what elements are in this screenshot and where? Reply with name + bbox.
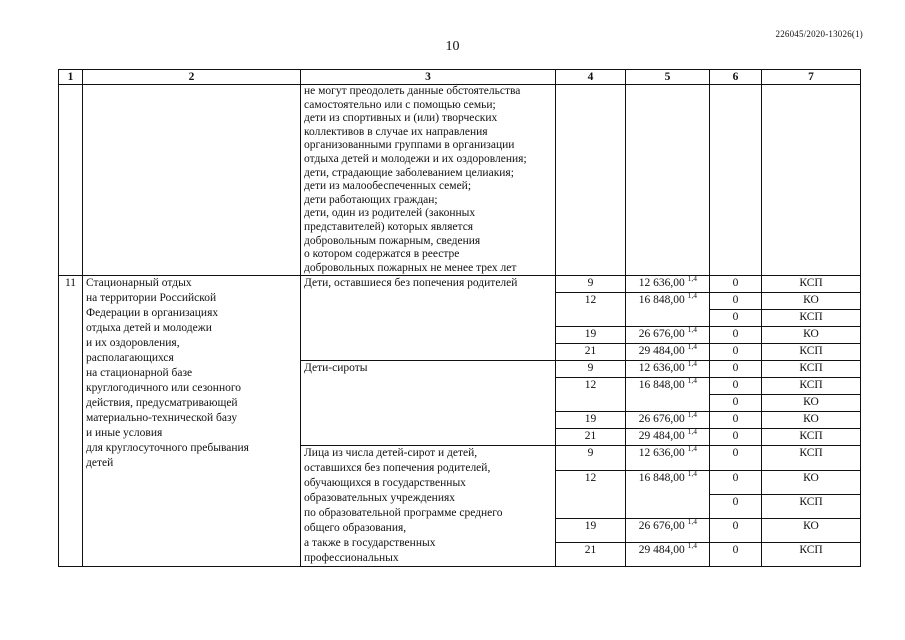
price-value: 26 676,00 xyxy=(638,328,685,341)
price-cell xyxy=(626,446,710,470)
text-line: Федерации в организациях xyxy=(86,307,219,320)
text-line: коллективов в случае их направления xyxy=(304,125,488,138)
c6-cell: 0 xyxy=(710,543,762,567)
text-line: детей xyxy=(86,457,114,470)
cont-name-cell xyxy=(83,85,301,276)
price-footnote: 1,4 xyxy=(687,291,697,301)
text-line: материально-технической базу xyxy=(86,412,238,425)
continuation-row xyxy=(59,85,861,276)
c7-cell: КО xyxy=(762,518,861,542)
price-footnote: 1,4 xyxy=(687,325,697,335)
price-footnote: 1,4 xyxy=(687,541,697,551)
price-cell xyxy=(626,344,710,361)
price-cell xyxy=(626,310,710,327)
text-line: а также в государственных xyxy=(304,537,436,550)
c7-cell: КСП xyxy=(762,361,861,378)
price-footnote: 1,4 xyxy=(687,274,697,284)
text-line: оставшихся без попечения родителей, xyxy=(304,462,491,475)
price-cell xyxy=(626,518,710,542)
price-value: 29 484,00 xyxy=(638,345,685,358)
row-number-cell: 11 xyxy=(59,276,83,567)
text-line: для круглосуточного пребывания xyxy=(86,442,249,455)
text-line: дети, страдающие заболеванием целиакия; xyxy=(304,166,514,179)
text-line: профессиональных xyxy=(304,552,399,565)
table-body xyxy=(59,85,861,567)
text-line: дети из малообеспеченных семей; xyxy=(304,180,472,193)
days-cell: 21 xyxy=(556,543,626,567)
c6-cell: 0 xyxy=(710,276,762,293)
c6-cell: 0 xyxy=(710,327,762,344)
price-cell xyxy=(626,395,710,412)
text-line: общего образования, xyxy=(304,522,407,535)
cont-num-cell xyxy=(59,85,83,276)
c6-cell: 0 xyxy=(710,412,762,429)
c6-cell: 0 xyxy=(710,361,762,378)
c7-cell: КО xyxy=(762,412,861,429)
days-cell: 12 xyxy=(556,378,626,395)
c7-cell: КО xyxy=(762,327,861,344)
text-line: и иные условия xyxy=(86,427,163,440)
c7-cell: КСП xyxy=(762,429,861,446)
price-footnote: 1,4 xyxy=(687,427,697,437)
price-footnote: 1,4 xyxy=(687,359,697,369)
text-line: располагающихся xyxy=(86,352,174,365)
c6-cell: 0 xyxy=(710,310,762,327)
text-line: дети из спортивных и (или) творческих xyxy=(304,112,498,125)
days-cell: 9 xyxy=(556,446,626,470)
category-cell xyxy=(301,446,556,567)
table-row xyxy=(59,276,861,293)
text-line: Лица из числа детей-сирот и детей, xyxy=(304,447,478,460)
c7-cell: КСП xyxy=(762,310,861,327)
col-header-2: 2 xyxy=(83,70,301,85)
text-line: на территории Российской xyxy=(86,292,217,305)
price-value: 12 636,00 xyxy=(638,277,685,290)
price-cell xyxy=(626,412,710,429)
price-footnote: 1,4 xyxy=(687,342,697,352)
price-value: 16 848,00 xyxy=(638,294,685,307)
text-line: обучающихся в государственных xyxy=(304,477,466,490)
price-footnote: 1,4 xyxy=(687,410,697,420)
days-cell: 21 xyxy=(556,344,626,361)
days-cell: 19 xyxy=(556,327,626,344)
col-header-4: 4 xyxy=(556,70,626,85)
text-line: дети работающих граждан; xyxy=(304,193,438,206)
cont-c6-cell xyxy=(710,85,762,276)
text-line: на стационарной базе xyxy=(86,367,193,380)
cont-price-cell xyxy=(626,85,710,276)
c6-cell: 0 xyxy=(710,429,762,446)
text-line: и их оздоровления, xyxy=(86,337,180,350)
price-cell xyxy=(626,470,710,494)
price-cell xyxy=(626,293,710,310)
days-cell: 12 xyxy=(556,293,626,310)
price-footnote: 1,4 xyxy=(687,468,697,478)
days-cell: 21 xyxy=(556,429,626,446)
cont-days-cell xyxy=(556,85,626,276)
text-line: Стационарный отдых xyxy=(86,277,192,290)
c6-cell: 0 xyxy=(710,293,762,310)
c6-cell: 0 xyxy=(710,344,762,361)
col-header-6: 6 xyxy=(710,70,762,85)
c7-cell: КСП xyxy=(762,344,861,361)
c7-cell: КСП xyxy=(762,378,861,395)
page-number: 10 xyxy=(445,39,460,54)
c6-cell: 0 xyxy=(710,494,762,518)
price-value: 29 484,00 xyxy=(638,430,685,443)
days-cell: 9 xyxy=(556,276,626,293)
text-line: о котором содержатся в реестре xyxy=(304,248,460,261)
cont-category-cell xyxy=(301,85,556,276)
text-line: Дети, оставшиеся без попечения родителей xyxy=(304,277,518,290)
column-numbers-row xyxy=(59,70,861,85)
text-line: представителей) которых является xyxy=(304,220,474,233)
c7-cell: КО xyxy=(762,293,861,310)
price-value: 16 848,00 xyxy=(638,471,685,484)
col-header-5: 5 xyxy=(626,70,710,85)
text-line: не могут преодолеть данные обстоятельства xyxy=(304,85,521,97)
category-cell xyxy=(301,276,556,361)
text-line: отдыха детей и молодежи xyxy=(86,322,212,335)
tariff-table xyxy=(58,69,861,567)
days-cell: 9 xyxy=(556,361,626,378)
c7-cell: КО xyxy=(762,395,861,412)
text-line: добровольных пожарных не менее трех лет xyxy=(304,261,517,274)
price-cell xyxy=(626,361,710,378)
text-line: действия, предусматривающей xyxy=(86,397,238,410)
price-cell xyxy=(626,494,710,518)
price-cell xyxy=(626,429,710,446)
text-line: Дети-сироты xyxy=(304,362,368,375)
c7-cell: КСП xyxy=(762,446,861,470)
days-cell xyxy=(556,494,626,518)
days-cell: 19 xyxy=(556,412,626,429)
service-name-cell xyxy=(83,276,301,567)
c6-cell: 0 xyxy=(710,446,762,470)
text-line: добровольным пожарным, сведения xyxy=(304,234,481,247)
c6-cell: 0 xyxy=(710,518,762,542)
c7-cell: КСП xyxy=(762,276,861,293)
price-value: 26 676,00 xyxy=(638,413,685,426)
price-value: 12 636,00 xyxy=(638,447,685,460)
text-line: дети, один из родителей (законных xyxy=(304,207,476,220)
price-value: 12 636,00 xyxy=(638,362,685,375)
c7-cell: КСП xyxy=(762,494,861,518)
c7-cell: КО xyxy=(762,470,861,494)
text-line: по образовательной программе среднего xyxy=(304,507,503,520)
col-header-1: 1 xyxy=(59,70,83,85)
category-cell xyxy=(301,361,556,446)
text-line: организованными группами в организации xyxy=(304,139,515,152)
price-value: 16 848,00 xyxy=(638,379,685,392)
price-footnote: 1,4 xyxy=(687,516,697,526)
text-line: самостоятельно или с помощью семьи; xyxy=(304,98,496,111)
col-header-7: 7 xyxy=(762,70,861,85)
days-cell xyxy=(556,310,626,327)
price-cell xyxy=(626,543,710,567)
c6-cell: 0 xyxy=(710,470,762,494)
price-value: 29 484,00 xyxy=(638,544,685,557)
days-cell xyxy=(556,395,626,412)
col-header-3: 3 xyxy=(301,70,556,85)
price-cell xyxy=(626,327,710,344)
price-cell xyxy=(626,276,710,293)
c7-cell: КСП xyxy=(762,543,861,567)
text-line: образовательных учреждениях xyxy=(304,492,456,505)
c6-cell: 0 xyxy=(710,378,762,395)
price-footnote: 1,4 xyxy=(687,444,697,454)
days-cell: 12 xyxy=(556,470,626,494)
c6-cell: 0 xyxy=(710,395,762,412)
days-cell: 19 xyxy=(556,518,626,542)
text-line: круглогодичного или сезонного xyxy=(86,382,242,395)
cont-c7-cell xyxy=(762,85,861,276)
document-id: 226045/2020-13026(1) xyxy=(775,29,863,39)
price-value: 26 676,00 xyxy=(638,519,685,532)
price-cell xyxy=(626,378,710,395)
price-footnote: 1,4 xyxy=(687,376,697,386)
text-line: отдыха детей и молодежи и их оздоровления; xyxy=(304,152,527,165)
